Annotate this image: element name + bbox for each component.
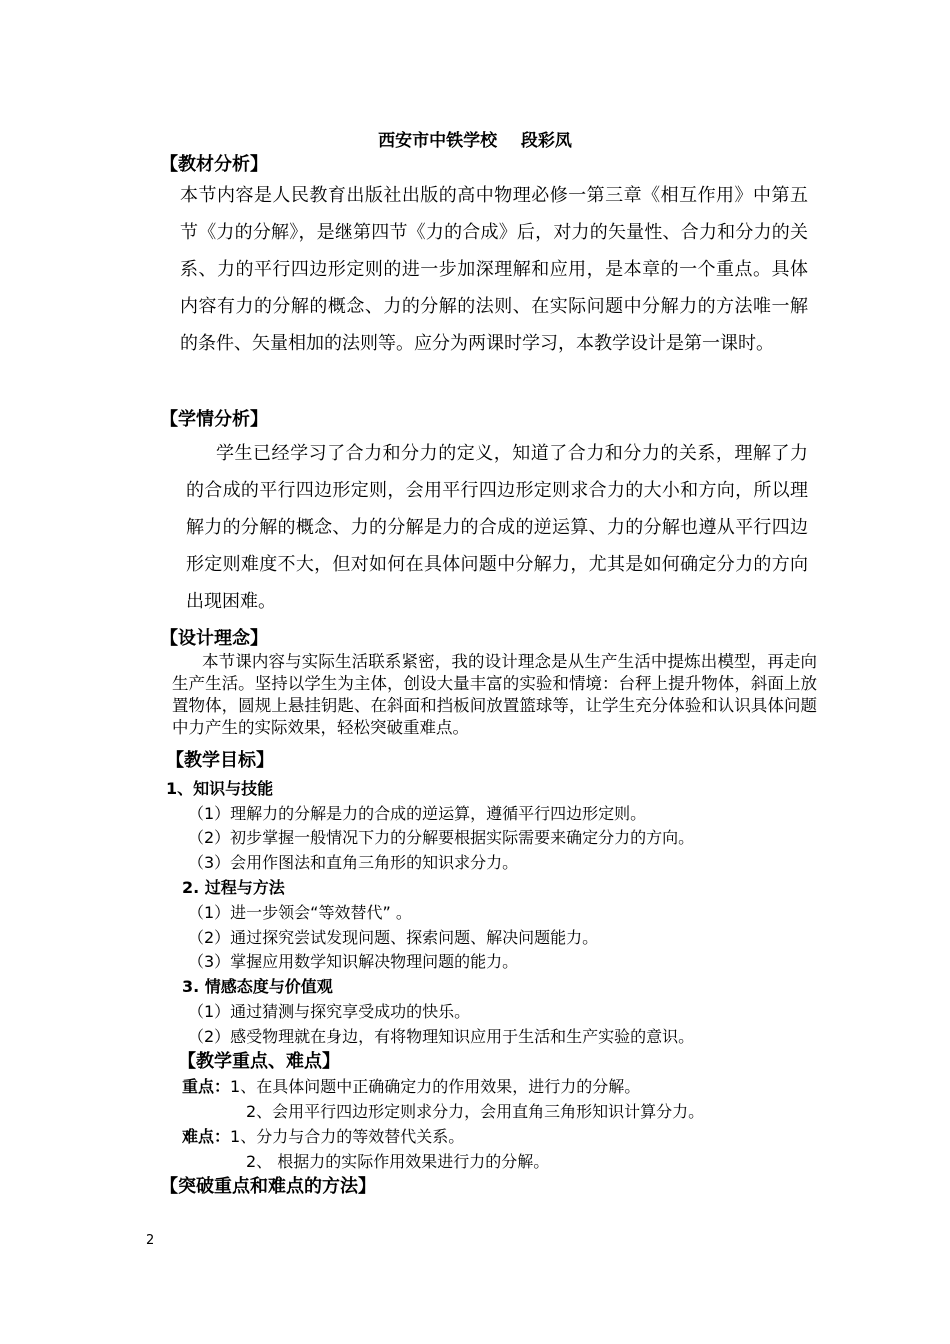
knowledge-item-2: （2）初步掌握一般情况下力的分解要根据实际需要来确定分力的方向。 — [188, 828, 695, 847]
textbook-analysis-text: 本节内容是人民教育出版社出版的高中物理必修一第三章《相互作用》中第五节《力的分解》，是继第四节《力的合成》后，对力的矢量性、合力和分力的关系、力的平行四边形定则的进一步加深理解和应用，是本章的一个重点。具体内容有力的分解的概念、力的分解的法则、在实际问题中分解力的方法唯一解的条件、矢量相加的法则等。应分为两课时学习，本教学设计是第一课时。 — [180, 185, 808, 354]
key-point-2: 2、会用平行四边形定则求分力，会用直角三角形知识计算分力。 — [246, 1102, 705, 1121]
emotion-item-2: （2）感受物理就在身边，有将物理知识应用于生活和生产实验的意识。 — [188, 1027, 695, 1046]
key-point-label: 重点： — [182, 1077, 231, 1096]
difficulty-label: 难点： — [182, 1127, 231, 1146]
student-analysis-text: 学生已经学习了合力和分力的定义，知道了合力和分力的关系，理解了力的合成的平行四边形定则，会用平行四边形定则求合力的大小和方向，所以理解力的分解的概念、力的分解是力的合成的逆运算、力的分解也遵从平行四边形定则难度不大，但对如何在具体问题中分解力，尤其是如何确定分力的方向出现困难。 — [186, 443, 808, 612]
key-point-1: 1、在具体问题中正确确定力的作用效果，进行力的分解。 — [230, 1077, 641, 1096]
difficulty-1: 1、分力与合力的等效替代关系。 — [230, 1127, 465, 1146]
methods-heading: 【突破重点和难点的方法】 — [160, 1176, 376, 1197]
emotion-item-1: （1）通过猜测与探究享受成功的快乐。 — [188, 1002, 471, 1021]
knowledge-item-1: （1）理解力的分解是力的合成的逆运算，遵循平行四边形定则。 — [188, 804, 647, 823]
key-points-heading: 【教学重点、难点】 — [178, 1051, 340, 1072]
key-point-row-1 — [182, 1074, 640, 1097]
textbook-analysis-heading: 【教材分析】 — [160, 154, 268, 175]
page-number: 2 — [146, 1233, 155, 1248]
teaching-goals-heading: 【教学目标】 — [166, 750, 274, 771]
process-item-2: （2）通过探究尝试发现问题、探索问题、解决问题能力。 — [188, 928, 599, 947]
design-concept-heading: 【设计理念】 — [160, 628, 268, 649]
design-concept-text: 本节课内容与实际生活联系紧密，我的设计理念是从生产生活中提炼出模型，再走向生产生活。坚持以学生为主体，创设大量丰富的实验和情境：台秤上提升物体，斜面上放置物体，圆规上悬挂钥匙、在斜面和挡板间放置篮球等，让学生充分体验和认识具体问题中力产生的实际效果，轻松突破重难点。 — [172, 652, 817, 737]
knowledge-item-3: （3）会用作图法和直角三角形的知识求分力。 — [188, 853, 519, 872]
knowledge-skills-title: 1、知识与技能 — [166, 779, 274, 798]
process-item-3: （3）掌握应用数学知识解决物理问题的能力。 — [188, 952, 519, 971]
difficulty-row-1 — [182, 1124, 464, 1147]
document-title: 西安市中铁学校 段彩凤 — [378, 131, 572, 151]
difficulty-2: 2、 根据力的实际作用效果进行力的分解。 — [246, 1152, 550, 1171]
student-analysis-heading: 【学情分析】 — [160, 409, 268, 430]
emotion-values-title: 3. 情感态度与价值观 — [182, 977, 333, 996]
process-item-1: （1）进一步领会“等效替代” 。 — [188, 903, 412, 922]
process-methods-title: 2. 过程与方法 — [182, 878, 285, 897]
